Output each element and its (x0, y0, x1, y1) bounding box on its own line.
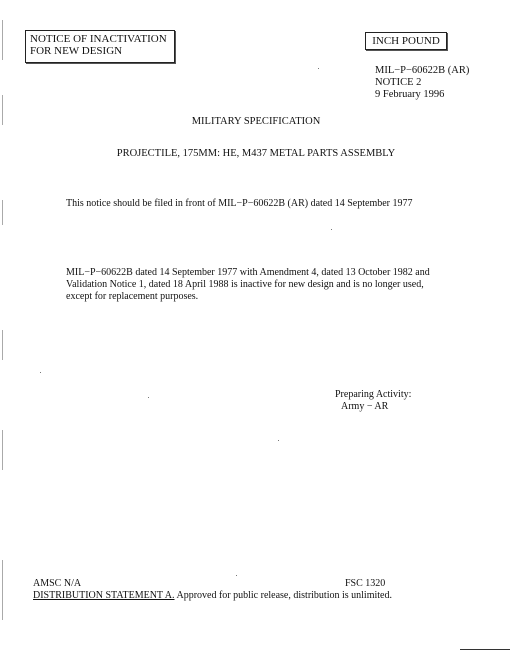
inactivation-paragraph (66, 267, 466, 303)
preparing-activity-value: Army − AR (341, 401, 389, 412)
preparing-activity-label: Preparing Activity: (335, 389, 412, 400)
preparing-activity (335, 389, 411, 413)
scan-speck (331, 229, 332, 230)
document-number: MIL−P−60622B (AR) (375, 65, 470, 76)
notice-number: NOTICE 2 (375, 77, 422, 88)
distribution-statement-text: Approved for public release, distribution is unlimited. (176, 590, 392, 601)
paragraph-line: Validation Notice 1, dated 18 April 1988 is inactive for new design and is no longer used, (66, 279, 424, 290)
scan-margin-mark (2, 20, 3, 60)
document-identifier (375, 65, 469, 101)
specification-subject: PROJECTILE, 175MM: HE, M437 METAL PARTS ASSEMBLY (116, 148, 396, 159)
paragraph-line: MIL−P−60622B dated 14 September 1977 with Amendment 4, dated 13 October 1982 and (66, 267, 430, 278)
scan-speck (148, 397, 149, 398)
notice-box-line1: NOTICE OF INACTIVATION (30, 33, 167, 45)
distribution-statement (33, 590, 392, 601)
filing-instruction: This notice should be filed in front of MIL−P−60622B (AR) dated 14 September 1977 (66, 198, 413, 209)
scan-speck (236, 575, 237, 576)
page-heading: MILITARY SPECIFICATION (191, 116, 321, 127)
scan-margin-mark (2, 560, 3, 620)
scan-speck (40, 372, 41, 373)
notice-of-inactivation-box (25, 30, 175, 63)
scan-speck (278, 440, 279, 441)
paragraph-line: except for replacement purposes. (66, 291, 199, 302)
fsc-code: FSC 1320 (345, 578, 386, 589)
scan-margin-mark (2, 200, 3, 225)
bottom-rule (460, 649, 510, 650)
distribution-statement-label: DISTRIBUTION STATEMENT A. (33, 590, 175, 601)
amsc-code: AMSC N/A (33, 578, 82, 589)
scan-margin-mark (2, 330, 3, 360)
notice-date: 9 February 1996 (375, 89, 445, 100)
notice-box-line2: FOR NEW DESIGN (30, 45, 123, 57)
scan-margin-mark (2, 430, 3, 470)
scan-speck (318, 68, 319, 69)
inch-pound-box: INCH POUND (365, 32, 447, 50)
